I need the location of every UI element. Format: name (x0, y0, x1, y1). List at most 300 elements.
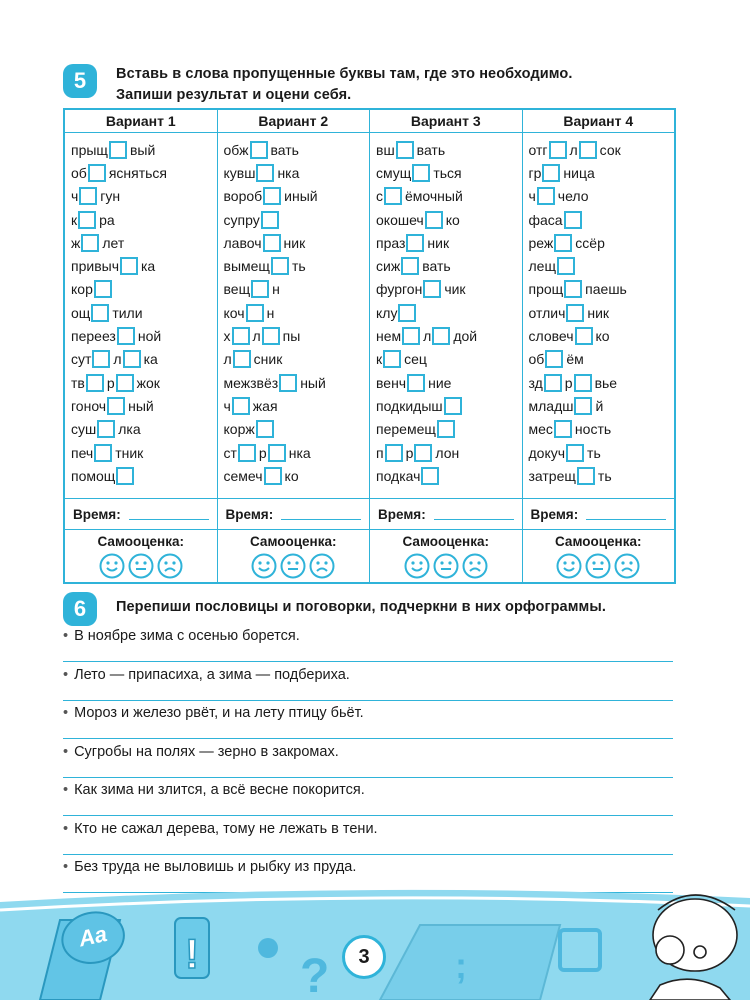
self-assessment (65, 530, 217, 579)
word-fragment: ст (223, 444, 237, 461)
letter-box[interactable] (117, 327, 135, 345)
word-fragment: кувш (223, 164, 256, 181)
time-input-line[interactable] (434, 509, 514, 520)
word-fragment: младш (528, 397, 574, 414)
svg-text:?: ? (300, 950, 330, 1000)
bullet-icon: • (63, 743, 69, 760)
letter-box[interactable] (402, 327, 420, 345)
word-fragment: нем (376, 328, 402, 345)
letter-box[interactable] (232, 397, 250, 415)
letter-box[interactable] (423, 280, 441, 298)
word-item (224, 371, 370, 394)
word-fragment: чело (557, 188, 589, 205)
sad-face-icon[interactable] (157, 553, 183, 579)
word-fragment: жая (252, 397, 278, 414)
letter-box[interactable] (109, 141, 127, 159)
letter-box[interactable] (407, 374, 425, 392)
word-item (71, 301, 217, 324)
word-fragment: переез (71, 328, 116, 345)
svg-text:;: ; (455, 945, 467, 986)
proverb-text: Кто не сажал дерева, тому не лежать в тени. (74, 820, 378, 837)
task-5-line-1: Вставь в слова пропущенные буквы там, где это необходимо. (116, 66, 573, 82)
letter-box[interactable] (554, 234, 572, 252)
letter-box[interactable] (271, 257, 289, 275)
letter-box[interactable] (566, 444, 584, 462)
word-fragment: лещ (528, 258, 556, 275)
word-fragment: венч (376, 374, 407, 391)
word-fragment: ёмочный (405, 188, 463, 205)
word-fragment: вать (416, 141, 446, 158)
time-row (370, 499, 522, 530)
happy-face-icon[interactable] (251, 553, 277, 579)
word-fragment: помощ (71, 467, 116, 484)
self-assessment (370, 530, 522, 579)
time-row (65, 499, 217, 530)
letter-box[interactable] (116, 467, 134, 485)
letter-box[interactable] (279, 374, 297, 392)
word-fragment: корж (223, 421, 255, 438)
word-fragment: р (564, 374, 573, 391)
word-item (224, 464, 370, 487)
letter-box[interactable] (79, 187, 97, 205)
letter-box[interactable] (262, 327, 280, 345)
letter-box[interactable] (554, 420, 572, 438)
variant-column (523, 110, 675, 582)
sad-face-icon[interactable] (309, 553, 335, 579)
letter-box[interactable] (549, 141, 567, 159)
variants-table (63, 108, 676, 584)
word-item (71, 418, 217, 441)
word-fragment: л (252, 328, 261, 345)
word-item (529, 208, 675, 231)
word-fragment: гоноч (71, 397, 107, 414)
word-item (529, 231, 675, 254)
letter-box[interactable] (542, 164, 560, 182)
word-fragment: печ (71, 444, 94, 461)
word-fragment: ко (284, 467, 299, 484)
word-fragment: смущ (376, 164, 412, 181)
word-list (370, 133, 522, 499)
letter-box[interactable] (94, 444, 112, 462)
letter-box[interactable] (564, 211, 582, 229)
proverb-item (63, 782, 673, 798)
letter-box[interactable] (233, 350, 251, 368)
word-item (529, 254, 675, 277)
word-fragment: ясняться (108, 164, 167, 181)
letter-box[interactable] (107, 397, 125, 415)
word-item (529, 138, 675, 161)
word-item (71, 208, 217, 231)
word-fragment: ка (140, 258, 156, 275)
word-fragment: докуч (528, 444, 566, 461)
letter-box[interactable] (437, 420, 455, 438)
svg-text:!: ! (185, 930, 199, 977)
sad-face-icon[interactable] (614, 553, 640, 579)
word-fragment: вороб (223, 188, 263, 205)
happy-face-icon[interactable] (404, 553, 430, 579)
word-fragment: подкидыш (376, 397, 443, 414)
word-fragment: ть (291, 258, 306, 275)
word-fragment: привыч (71, 258, 119, 275)
happy-face-icon[interactable] (556, 553, 582, 579)
neutral-face-icon[interactable] (280, 553, 306, 579)
word-item (376, 185, 522, 208)
letter-box[interactable] (256, 420, 274, 438)
word-item (376, 441, 522, 464)
letter-box[interactable] (94, 280, 112, 298)
word-fragment: сут (71, 351, 92, 368)
word-fragment: паешь (585, 281, 627, 298)
letter-box[interactable] (88, 164, 106, 182)
time-label: Время: (225, 506, 274, 522)
word-fragment: ощ (71, 304, 91, 321)
word-fragment: фургон (376, 281, 423, 298)
writing-line[interactable] (63, 661, 673, 662)
time-input-line[interactable] (586, 509, 666, 520)
word-fragment: нка (277, 164, 300, 181)
proverb-item (63, 821, 673, 837)
word-item (224, 138, 370, 161)
writing-line[interactable] (63, 854, 673, 855)
variant-column (370, 110, 523, 582)
word-list (218, 133, 370, 499)
word-fragment: коч (223, 304, 245, 321)
word-fragment: ние (428, 374, 452, 391)
word-item (529, 301, 675, 324)
word-fragment: ка (143, 351, 158, 368)
letter-box[interactable] (564, 280, 582, 298)
letter-box[interactable] (81, 234, 99, 252)
letter-box[interactable] (575, 327, 593, 345)
word-list (65, 133, 217, 499)
word-item (529, 394, 675, 417)
letter-box[interactable] (566, 304, 584, 322)
word-fragment: вш (376, 141, 395, 158)
writing-line[interactable] (63, 815, 673, 816)
sad-face-icon[interactable] (462, 553, 488, 579)
word-fragment: мес (528, 421, 553, 438)
letter-box[interactable] (92, 350, 110, 368)
word-fragment: прощ (528, 281, 564, 298)
proverb-text: Лето — припасиха, а зима — подбериха. (74, 666, 350, 683)
word-fragment: ть (587, 444, 601, 461)
proverb-text: Без труда не выловишь и рыбку из пруда. (74, 859, 357, 875)
word-item (376, 371, 522, 394)
variant-title: Вариант 1 (65, 110, 217, 133)
word-fragment: ч (223, 397, 231, 414)
word-item (376, 161, 522, 184)
letters-sign (56, 906, 127, 977)
word-fragment: вещ (223, 281, 251, 298)
letter-box[interactable] (577, 467, 595, 485)
word-fragment: ность (574, 421, 612, 438)
word-item (224, 301, 370, 324)
word-fragment: перемещ (376, 421, 436, 438)
letter-box[interactable] (261, 211, 279, 229)
word-item (376, 278, 522, 301)
word-fragment: зд (528, 374, 543, 391)
word-fragment: к (376, 351, 383, 368)
word-fragment: об (528, 351, 545, 368)
word-item (71, 138, 217, 161)
word-item (376, 254, 522, 277)
word-item (224, 231, 370, 254)
task-6-instruction: Перепиши пословицы и поговорки, подчеркни в них орфограммы. (116, 599, 606, 615)
self-assessment (218, 530, 370, 579)
letter-box[interactable] (256, 164, 274, 182)
word-item (71, 254, 217, 277)
bullet-icon: • (63, 859, 69, 875)
word-item (529, 464, 675, 487)
letter-box[interactable] (401, 257, 419, 275)
variant-column (218, 110, 371, 582)
word-item (224, 161, 370, 184)
letter-box[interactable] (398, 304, 416, 322)
self-assessment-label: Самооценка: (402, 534, 489, 549)
letter-box[interactable] (384, 187, 402, 205)
word-fragment: ный (128, 397, 154, 414)
proverb-text: Сугробы на полях — зерно в закромах. (74, 743, 339, 760)
word-item (71, 161, 217, 184)
letter-box[interactable] (86, 374, 104, 392)
word-item (529, 278, 675, 301)
proverb-item (63, 859, 673, 875)
letter-box[interactable] (263, 234, 281, 252)
word-fragment: отг (528, 141, 548, 158)
bullet-icon: • (63, 820, 69, 837)
word-item (224, 441, 370, 464)
letter-box[interactable] (383, 350, 401, 368)
neutral-face-icon[interactable] (585, 553, 611, 579)
letter-box[interactable] (414, 444, 432, 462)
letter-box[interactable] (264, 467, 282, 485)
proverb-item (63, 628, 673, 644)
proverb-text: В ноябре зима с осенью борется. (74, 628, 300, 644)
word-fragment: р (405, 444, 414, 461)
word-fragment: межзвёз (223, 374, 279, 391)
task-5-instruction (116, 64, 572, 106)
word-fragment: обж (223, 141, 249, 158)
letter-box[interactable] (123, 350, 141, 368)
word-fragment: дой (453, 328, 478, 345)
word-item (529, 185, 675, 208)
letter-box[interactable] (574, 397, 592, 415)
word-fragment: тник (115, 444, 144, 461)
word-fragment: фаса (528, 211, 563, 228)
word-fragment: сец (404, 351, 427, 368)
word-fragment: л (569, 141, 578, 158)
word-fragment: сок (599, 141, 621, 158)
time-label: Время: (73, 506, 121, 522)
word-fragment: ница (563, 164, 595, 181)
word-fragment: иный (284, 188, 318, 205)
word-fragment: окошеч (376, 211, 424, 228)
word-item (376, 231, 522, 254)
word-item (376, 324, 522, 347)
word-item (376, 464, 522, 487)
self-assessment-label: Самооценка: (250, 534, 337, 549)
word-fragment: ник (427, 234, 450, 251)
word-fragment: л (113, 351, 122, 368)
letter-box[interactable] (251, 280, 269, 298)
letter-box[interactable] (545, 350, 563, 368)
variant-title: Вариант 3 (370, 110, 522, 133)
word-fragment: ч (71, 188, 79, 205)
word-item (71, 441, 217, 464)
letter-box[interactable] (263, 187, 281, 205)
bullet-icon: • (63, 705, 69, 721)
word-item (529, 348, 675, 371)
neutral-face-icon[interactable] (128, 553, 154, 579)
word-fragment: вье (594, 374, 618, 391)
time-input-line[interactable] (281, 509, 361, 520)
word-fragment: суш (71, 421, 97, 438)
word-fragment: кор (71, 281, 93, 298)
word-fragment: гр (528, 164, 542, 181)
bullet-icon: • (63, 628, 69, 644)
word-fragment: ной (137, 328, 162, 345)
word-item (224, 278, 370, 301)
letter-box[interactable] (120, 257, 138, 275)
word-item (376, 208, 522, 231)
letter-box[interactable] (557, 257, 575, 275)
letter-box[interactable] (412, 164, 430, 182)
word-item (224, 254, 370, 277)
letter-box[interactable] (444, 397, 462, 415)
neutral-face-icon[interactable] (433, 553, 459, 579)
letters-label: Aa (56, 906, 129, 970)
word-fragment: лка (118, 421, 141, 438)
word-item (224, 348, 370, 371)
letter-box[interactable] (116, 374, 134, 392)
letter-box[interactable] (246, 304, 264, 322)
word-fragment: прыщ (71, 141, 108, 158)
letter-box[interactable] (406, 234, 424, 252)
word-fragment: ж (71, 234, 81, 251)
word-fragment: лон (435, 444, 460, 461)
writing-line[interactable] (63, 738, 673, 739)
word-fragment: ться (433, 164, 462, 181)
letter-box[interactable] (425, 211, 443, 229)
word-fragment: лавоч (223, 234, 262, 251)
proverb-text: Как зима ни злится, а всё весне покорится. (74, 782, 365, 798)
word-fragment: чик (444, 281, 466, 298)
word-item (71, 371, 217, 394)
word-fragment: вать (270, 141, 299, 158)
word-fragment: отлич (528, 304, 566, 321)
letter-box[interactable] (97, 420, 115, 438)
letter-box[interactable] (537, 187, 555, 205)
word-item (224, 185, 370, 208)
word-fragment: семеч (223, 467, 263, 484)
word-fragment: ник (587, 304, 610, 321)
word-fragment: л (423, 328, 432, 345)
word-item (224, 324, 370, 347)
letter-box[interactable] (250, 141, 268, 159)
word-item (529, 371, 675, 394)
variant-column (65, 110, 218, 582)
word-fragment: сиж (376, 258, 401, 275)
letter-box[interactable] (238, 444, 256, 462)
letter-box[interactable] (432, 327, 450, 345)
word-fragment: ный (300, 374, 326, 391)
word-fragment: л (223, 351, 232, 368)
word-fragment: ссёр (575, 234, 605, 251)
word-fragment: затрещ (528, 467, 576, 484)
letter-box[interactable] (574, 374, 592, 392)
letter-box[interactable] (385, 444, 403, 462)
proverb-item (63, 705, 673, 721)
self-assessment-label: Самооценка: (97, 534, 184, 549)
word-item (376, 348, 522, 371)
task-5-line-2: Запиши результат и оцени себя. (116, 87, 352, 103)
word-fragment: гун (100, 188, 121, 205)
bullet-icon: • (63, 782, 69, 798)
word-item (71, 231, 217, 254)
letter-box[interactable] (579, 141, 597, 159)
task-5-number: 5 (63, 64, 97, 98)
variant-title: Вариант 2 (218, 110, 370, 133)
word-item (71, 185, 217, 208)
letter-box[interactable] (396, 141, 414, 159)
word-fragment: праз (376, 234, 406, 251)
letter-box[interactable] (78, 211, 96, 229)
word-fragment: н (266, 304, 275, 321)
word-fragment: ть (597, 467, 612, 484)
word-item (376, 418, 522, 441)
self-assessment (523, 530, 675, 579)
word-fragment: ко (595, 328, 610, 345)
letter-box[interactable] (232, 327, 250, 345)
word-fragment: вый (129, 141, 156, 158)
word-fragment: словеч (528, 328, 574, 345)
happy-face-icon[interactable] (99, 553, 125, 579)
task-6-number: 6 (63, 592, 97, 626)
time-row (218, 499, 370, 530)
letter-box[interactable] (421, 467, 439, 485)
word-fragment: жок (136, 374, 160, 391)
word-fragment: ник (283, 234, 306, 251)
word-item (71, 348, 217, 371)
word-fragment: реж (528, 234, 554, 251)
writing-line[interactable] (63, 777, 673, 778)
word-fragment: тили (112, 304, 143, 321)
word-item (529, 324, 675, 347)
word-item (71, 278, 217, 301)
bullet-icon: • (63, 666, 69, 683)
word-fragment: р (106, 374, 115, 391)
time-row (523, 499, 675, 530)
time-input-line[interactable] (129, 509, 209, 520)
word-item (529, 161, 675, 184)
word-item (224, 418, 370, 441)
word-item (71, 394, 217, 417)
page-number: 3 (342, 935, 386, 979)
time-label: Время: (378, 506, 426, 522)
word-fragment: х (223, 328, 231, 345)
word-item (71, 464, 217, 487)
letter-box[interactable] (91, 304, 109, 322)
letter-box[interactable] (268, 444, 286, 462)
word-fragment: н (272, 281, 280, 298)
word-fragment: к (71, 211, 78, 228)
letter-box[interactable] (544, 374, 562, 392)
word-fragment: лет (102, 234, 125, 251)
word-fragment: подкач (376, 467, 421, 484)
word-list (523, 133, 675, 499)
word-item (224, 208, 370, 231)
writing-line[interactable] (63, 700, 673, 701)
